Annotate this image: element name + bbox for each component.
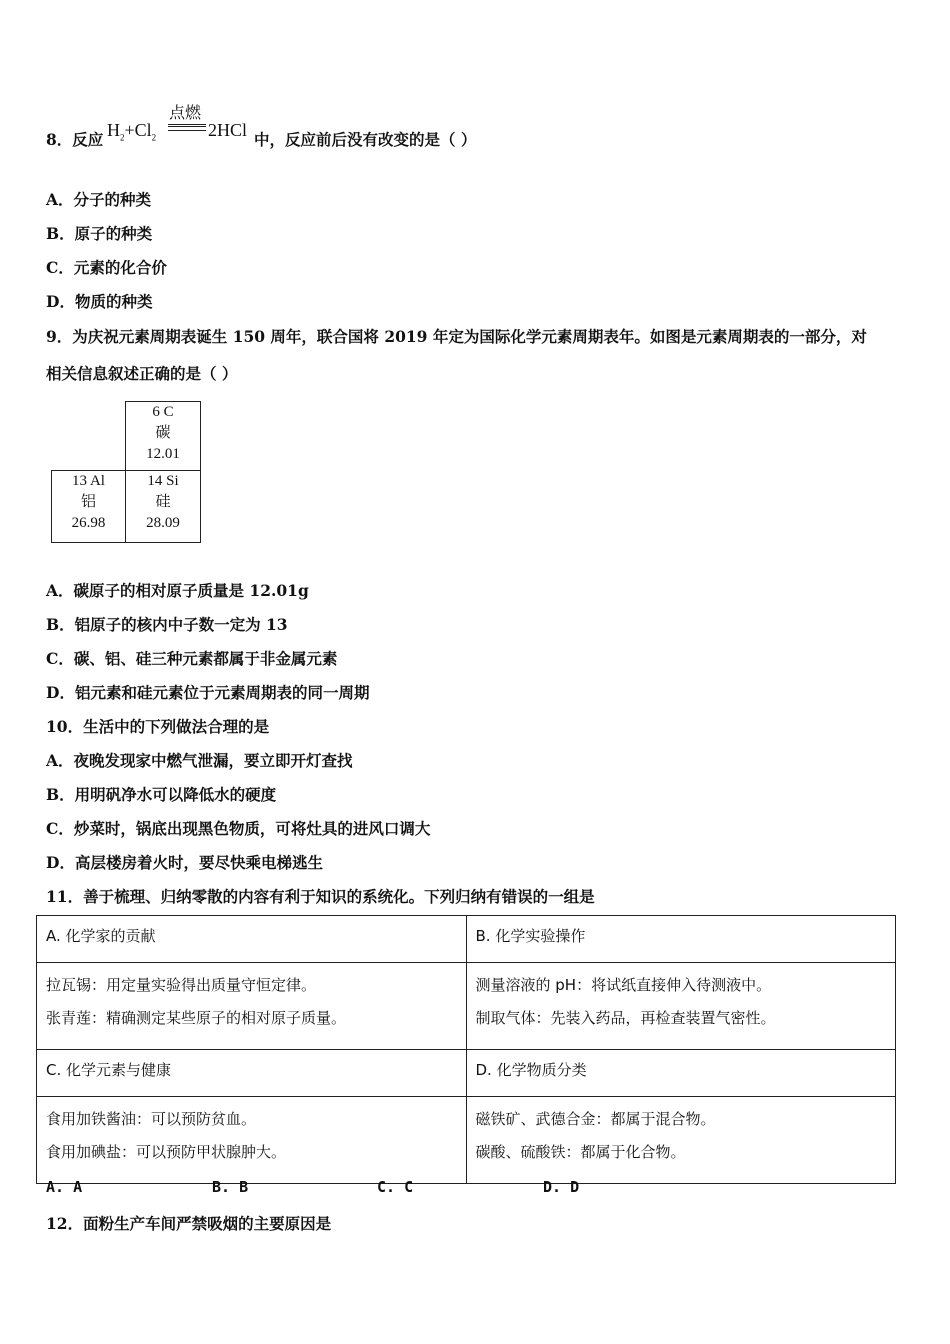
- cell-a-heading: A. 化学家的贡献: [37, 916, 467, 963]
- q11-stem: 11．善于梳理、归纳零散的内容有利于知识的系统化。下列归纳有错误的一组是: [46, 887, 595, 906]
- q8-equation-right: 2HCl: [208, 120, 248, 140]
- q9-stem-line2: 相关信息叙述正确的是（ ）: [46, 364, 238, 383]
- cell-b-heading: B. 化学实验操作: [466, 916, 896, 963]
- cell-c-content: 食用加铁酱油：可以预防贫血。 食用加碘盐：可以预防甲状腺肿大。: [37, 1097, 467, 1184]
- q8-option-d: D．物质的种类: [46, 292, 153, 311]
- q10-option-d: D．高层楼房着火时，要尽快乘电梯逃生: [46, 853, 323, 872]
- q8-equation-left: $H_2+Cl_2$: [107, 120, 157, 143]
- q8-suffix: 中，反应前后没有改变的是（ ）: [254, 130, 477, 149]
- q10-option-a: A．夜晚发现家中燃气泄漏，要立即开灯查找: [46, 751, 353, 770]
- cell-a-content: 拉瓦锡：用定量实验得出质量守恒定律。 张青莲：精确测定某些原子的相对原子质量。: [37, 963, 467, 1050]
- q11-summary-table: [36, 915, 896, 1184]
- q11-option-b: B. B: [212, 1178, 249, 1196]
- q12-stem: 12．面粉生产车间严禁吸烟的主要原因是: [46, 1214, 332, 1233]
- q8-option-c: C．元素的化合价: [46, 258, 167, 277]
- periodic-cell-silicon: 14 Si 硅 28.09: [125, 470, 201, 543]
- q11-option-d: D. D: [543, 1178, 580, 1196]
- q8-equals-sign: [168, 124, 206, 131]
- periodic-cell-aluminum: 13 Al 铝 26.98: [51, 470, 126, 543]
- q8-prefix: 8．反应: [46, 130, 104, 149]
- q9-option-c: C．碳、铝、硅三种元素都属于非金属元素: [46, 649, 338, 668]
- q9-option-a: A．碳原子的相对原子质量是 12.01g: [46, 581, 309, 600]
- q10-option-b: B．用明矾净水可以降低水的硬度: [46, 785, 277, 804]
- periodic-cell-carbon: 6 C 碳 12.01: [125, 401, 201, 471]
- q8-option-b: B．原子的种类: [46, 224, 153, 243]
- cell-b-content: 测量溶液的 pH：将试纸直接伸入待测液中。 制取气体：先装入药品，再检查装置气密性。: [466, 963, 896, 1050]
- q11-option-a: A. A: [46, 1178, 83, 1196]
- q9-stem-line1: 9．为庆祝元素周期表诞生 150 周年，联合国将 2019 年定为国际化学元素周期表年。如图是元素周期表的一部分，对: [46, 327, 867, 346]
- q8-option-a: A．分子的种类: [46, 190, 152, 209]
- q10-option-c: C．炒菜时，锅底出现黑色物质，可将灶具的进风口调大: [46, 819, 431, 838]
- cell-d-content: 磁铁矿、武德合金：都属于混合物。 碳酸、硫酸铁：都属于化合物。: [466, 1097, 896, 1184]
- q8-reaction-condition: 点燃: [169, 103, 202, 122]
- q9-option-b: B．铝原子的核内中子数一定为 13: [46, 615, 288, 634]
- q11-option-c: C. C: [377, 1178, 414, 1196]
- q8-stem: [46, 128, 103, 150]
- cell-c-heading: C. 化学元素与健康: [37, 1050, 467, 1097]
- cell-d-heading: D. 化学物质分类: [466, 1050, 896, 1097]
- q9-option-d: D．铝元素和硅元素位于元素周期表的同一周期: [46, 683, 370, 702]
- q10-stem: 10．生活中的下列做法合理的是: [46, 717, 270, 736]
